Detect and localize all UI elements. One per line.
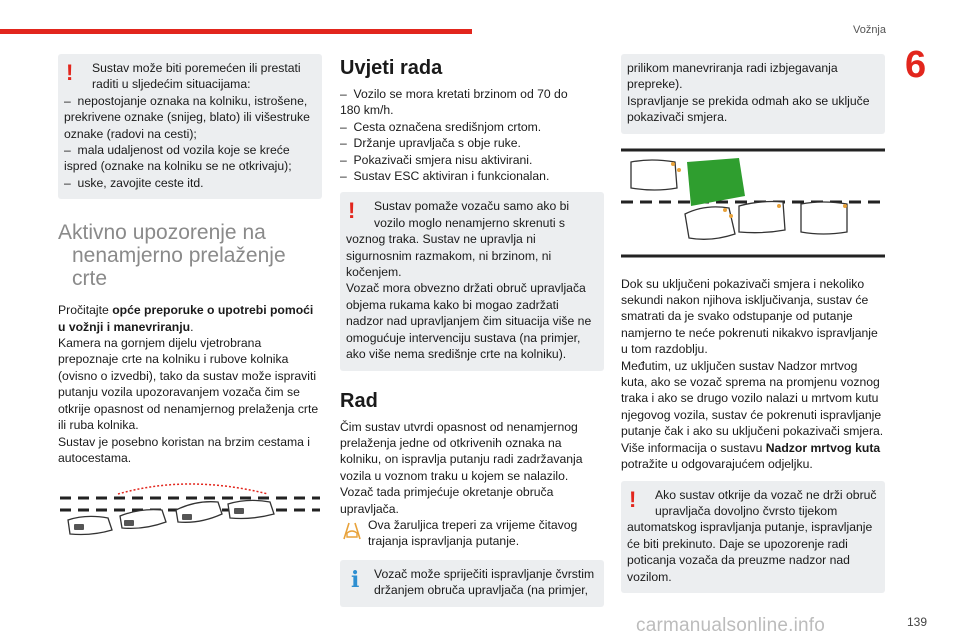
text-line: putanje čak i ako su uključeni pokazivači smjera.	[621, 424, 884, 439]
info-box-continued	[621, 54, 885, 134]
text-line: držanjem obruča upravljača (na primjer,	[374, 583, 589, 598]
lane-assist-lamp-icon	[340, 519, 364, 543]
text-line: prelaženja jedne od otkrivenih oznaka na	[340, 435, 562, 450]
operation-paragraph	[340, 419, 604, 517]
text-line: prepoznaje crte na kolniku i rubove kolnika	[58, 352, 289, 367]
more-info-bold: Nadzor mrtvog kuta	[765, 440, 881, 455]
text-line: (ovisno o izvedbi), tako da sustav može ispraviti	[58, 368, 317, 383]
intro-dot: .	[190, 319, 194, 334]
warning-icon: !	[66, 60, 74, 85]
text-line: – mala udaljenost od vozila koje se kreće	[64, 143, 290, 158]
list-item: – Vozilo se mora kretati brzinom od 70 do	[340, 87, 568, 101]
text-line: trajanja ispravljanja putanje.	[368, 534, 520, 549]
warning-box	[58, 54, 322, 199]
text-line	[621, 440, 885, 456]
text-line: Ako sustav otkrije da vozač ne drži obruč	[655, 487, 877, 502]
section-heading	[58, 221, 322, 290]
heading-line: nenamjerno prelaženje	[72, 244, 286, 268]
text-line: omogućuje intervenciju sustava (na primjer,	[346, 330, 581, 345]
text-line: otkrije opasnost od nenamjernog prelaženja crte	[58, 401, 319, 416]
text-line: Čim sustav utvrdi opasnost od nenamjernog	[340, 419, 578, 434]
text-line: autocestama.	[58, 450, 132, 465]
info-box	[340, 560, 604, 607]
text-line: ispred (oznake na kolniku se ne otkrivaju);	[64, 159, 292, 174]
text-line: oznake (radovi na cesti);	[64, 126, 197, 141]
text-line: smatrati da je svako odstupanje od putanje	[621, 309, 853, 324]
text-line: potražite u odgovarajućem odjeljku.	[621, 457, 813, 472]
text-line: Dok su uključeni pokazivači smjera i nekoliko	[621, 276, 865, 291]
section-title: Vožnja	[852, 24, 886, 36]
text-line: ako više nema središnje crte na kolniku).	[346, 347, 567, 362]
text-line: Vozač može spriječiti ispravljanje čvrstim	[374, 566, 595, 581]
text-line: Ova žaruljica treperi za vrijeme čitavog	[368, 517, 578, 532]
text-line: poticanja vozača da preuzme nadzor nad	[627, 553, 850, 568]
text-line: u tom razdoblju.	[621, 342, 708, 357]
text-line: prilikom manevriranja radi izbjegavanja	[627, 61, 838, 75]
more-info-text: Više informacija o sustavu	[621, 440, 766, 455]
column-middle	[340, 54, 604, 607]
text-line: Vozač tada primjećuje okretanje obruča	[340, 485, 554, 500]
watermark: carmanualsonline.info	[636, 615, 826, 636]
text-line: prepreke).	[627, 77, 683, 92]
text-line: nadzor nad upravljanjem čim situacija više ne	[346, 314, 592, 329]
column-right	[621, 54, 885, 593]
intro-bold: u vožnji i manevriranju	[58, 319, 191, 334]
text-line: upravljača dovoljno čvrsto tijekom	[655, 503, 838, 518]
intro-paragraph	[58, 302, 322, 466]
heading-operation: Rad	[340, 389, 378, 412]
warning-icon: !	[629, 486, 637, 512]
heading-operating-conditions: Uvjeti rada	[340, 57, 443, 79]
text-line: putanju vozila upozoravanjem vozača čim se	[58, 385, 300, 400]
text-line: će biti prekinuto. Daje se upozorenje radi	[627, 536, 848, 551]
text-line: njegovog vozila, sustav će pokrenuti ispravljanje	[621, 407, 882, 422]
lane-correction-illustration	[621, 148, 885, 260]
warning-box	[621, 481, 885, 593]
text-line: voznog traka. Sustav ne upravlja ni	[346, 232, 536, 247]
list-item: 180 km/h.	[340, 103, 394, 118]
info-icon: i	[351, 566, 360, 593]
text-line: automatskog ispravljanja putanje, ispravljanje	[627, 520, 873, 535]
text-line: Sustav pomaže vozaču samo ako bi	[374, 199, 570, 214]
text-line: kočenjem.	[346, 265, 402, 280]
conditions-list	[340, 86, 604, 184]
text-line: vozilom.	[627, 569, 672, 584]
text-line: objema rukama kako bi mogao zadržati	[346, 297, 559, 312]
text-line: Kamera na gornjem dijelu vjetrobrana	[58, 336, 262, 351]
list-item: – Pokazivači smjera nisu aktivirani.	[340, 152, 533, 167]
text-line: Sustav može biti poremećen ili prestati	[92, 61, 301, 75]
text-line	[58, 302, 322, 318]
warning-icon: !	[348, 198, 356, 224]
list-item: – Cesta označena središnjom crtom.	[340, 119, 542, 134]
text-line: Vozač mora obvezno držati obruč upravljača	[346, 281, 586, 296]
warning-box	[340, 192, 604, 370]
text-line	[58, 319, 322, 335]
text-line: kuta, ako se vozač sprema na promjenu voznog	[621, 375, 880, 390]
column-left	[58, 54, 322, 548]
indicator-paragraph	[621, 276, 885, 473]
warning-lamp-note	[340, 517, 604, 550]
text-line: traka i ako se drugo vozilo nalazi u mrtvom kutu	[621, 391, 879, 406]
intro-bold: opće preporuke o upotrebi pomoći	[112, 303, 314, 318]
lane-departure-illustration	[58, 478, 322, 548]
text-line: sigurnosnim razmakom, ni brzinom, ni	[346, 248, 552, 263]
page-number: 139	[906, 615, 927, 629]
text-line: namjerno te neće pokrenuti nikakvo ispravljanje	[621, 325, 878, 340]
text-line: – nepostojanje oznaka na kolniku, istrošene,	[64, 93, 308, 108]
text-line: Sustav je posebno koristan na brzim cestama i	[58, 434, 310, 449]
text-line: upravljača.	[340, 501, 399, 516]
heading-line: crte	[72, 267, 108, 291]
text-line: vozilo moglo nenamjerno skrenuti s	[374, 215, 566, 230]
text-line: prekrivene oznake (snijeg, blato) ili višestruke	[64, 110, 310, 125]
chapter-number: 6	[905, 44, 927, 86]
heading-line: Aktivno upozorenje na	[58, 221, 266, 245]
text-line: sekundi nakon njihova isključivanja, sustav će	[621, 293, 869, 308]
list-item: – Sustav ESC aktiviran i funkcionalan.	[340, 169, 550, 184]
text-line: ili ruba kolnika.	[58, 418, 139, 433]
intro-text: Pročitajte	[58, 303, 113, 318]
text-line: vozila u voznom traku u kojem se nalazilo.	[340, 468, 569, 483]
text-line: Međutim, uz uključen sustav Nadzor mrtvog	[621, 358, 858, 373]
list-item: – Držanje upravljača s obje ruke.	[340, 136, 521, 151]
text-line: – uske, zavojite ceste itd.	[64, 175, 204, 190]
text-line: Ispravljanje se prekida odmah ako se uključe	[627, 93, 870, 108]
text-line: raditi u sljedećim situacijama:	[92, 77, 251, 92]
header-accent-bar	[0, 29, 472, 34]
text-line: pokazivači smjera.	[627, 110, 728, 125]
text-line: kolniku, on ispravlja putanju radi zadržavanja	[340, 452, 583, 467]
